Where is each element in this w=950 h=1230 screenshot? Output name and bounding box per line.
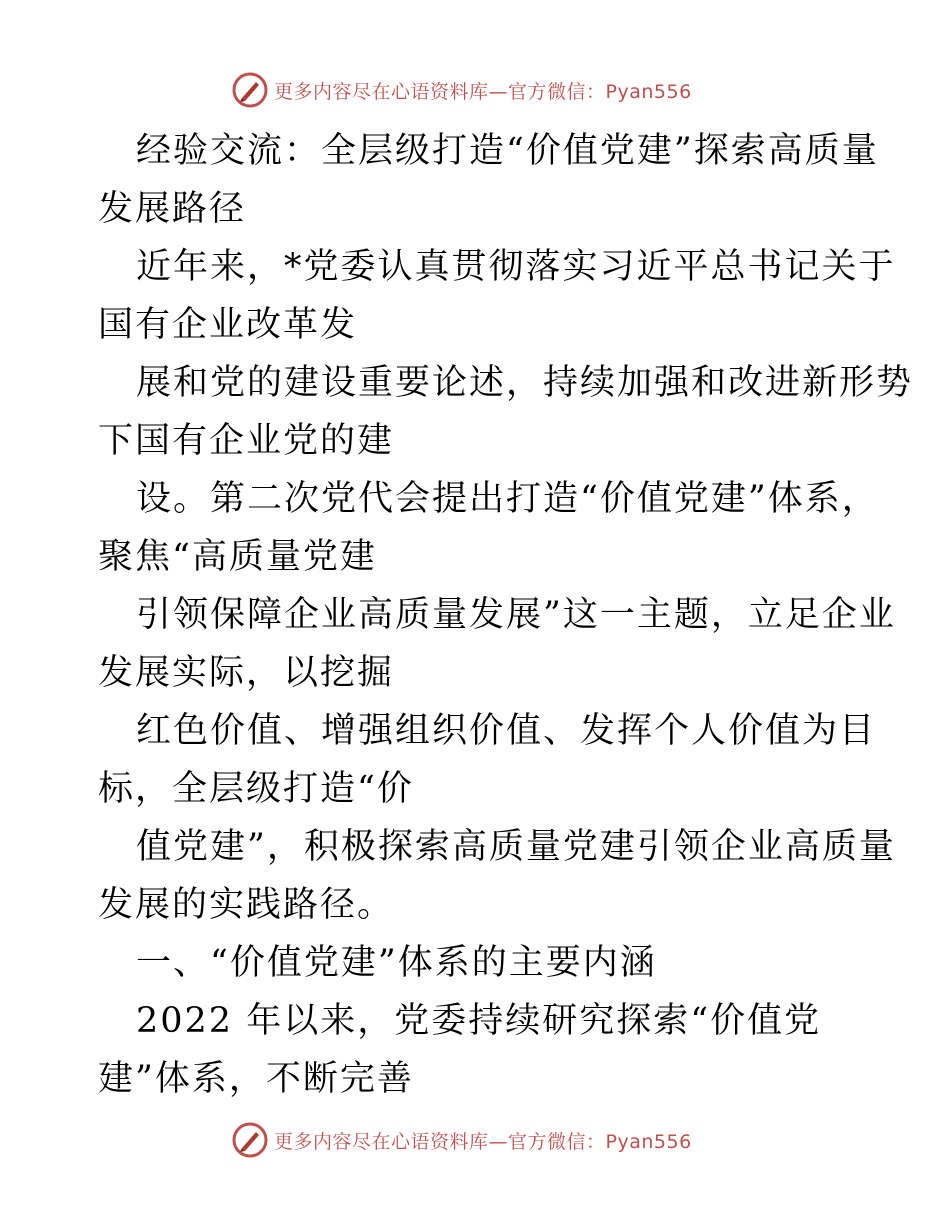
- watermark-footer: [232, 1120, 692, 1160]
- text-line: 展和党的建设重要论述，持续加强和改进新形势: [136, 363, 914, 403]
- text-line: 发展路径: [98, 189, 247, 229]
- text-line: 值党建”，积极探索高质量党建引领企业高质量: [136, 827, 896, 867]
- text-line: 经验交流：全层级打造“价值党建”探索高质量: [136, 131, 879, 171]
- watermark-header: [232, 70, 692, 110]
- text-line: 发展的实践路径。: [98, 885, 395, 925]
- watermark-text: 更多内容尽在心语资料库—官方微信：Pyan556: [274, 1130, 692, 1153]
- text-line: 下国有企业党的建: [98, 421, 395, 461]
- text-line: 近年来，*党委认真贯彻落实习近平总书记关于: [136, 247, 896, 287]
- text-line: 建”体系，不断完善: [98, 1059, 414, 1099]
- text-line: 聚焦“高质量党建: [98, 537, 377, 577]
- text-line: 红色价值、增强组织价值、发挥个人价值为目: [136, 711, 877, 751]
- text-line: 国有企业改革发: [98, 305, 358, 345]
- text-line: 2022 年以来，党委持续研究探索“价值党: [136, 1001, 822, 1041]
- watermark-text: 更多内容尽在心语资料库—官方微信：Pyan556: [274, 80, 692, 103]
- pen-logo-icon: [232, 1122, 268, 1158]
- text-line: 标，全层级打造“价: [98, 769, 414, 809]
- document-body: [98, 122, 914, 1108]
- section-heading: 一、“价值党建”体系的主要内涵: [136, 943, 657, 983]
- text-line: 设。第二次党代会提出打造“价值党建”体系，: [136, 479, 879, 519]
- text-line: 引领保障企业高质量发展”这一主题，立足企业: [136, 595, 896, 635]
- pen-logo-icon: [232, 72, 268, 108]
- text-line: 发展实际，以挖掘: [98, 653, 395, 693]
